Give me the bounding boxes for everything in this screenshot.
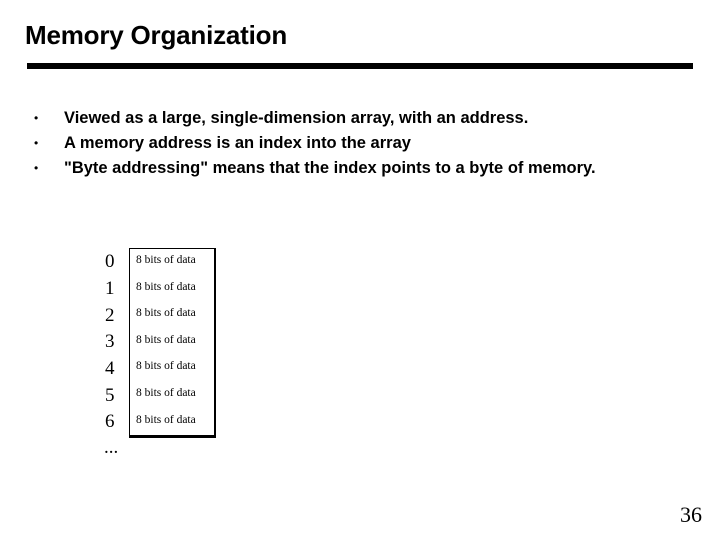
slide-title: Memory Organization — [25, 20, 288, 50]
memory-cell: 8 bits of data — [136, 413, 196, 426]
memory-cell: 8 bits of data — [136, 333, 196, 346]
memory-cell: 8 bits of data — [136, 307, 196, 320]
bullet-marker: • — [34, 161, 39, 175]
bullet-text: A memory address is an index into the array — [64, 134, 411, 152]
memory-ellipsis: ... — [104, 437, 119, 458]
memory-address: 2 — [105, 305, 115, 326]
page-number: 36 — [680, 502, 702, 527]
memory-cells — [129, 248, 216, 438]
memory-address: 6 — [105, 411, 115, 432]
memory-address: 1 — [105, 278, 115, 299]
bullet-marker: • — [34, 136, 39, 150]
memory-address: 0 — [105, 251, 115, 272]
title-underline — [27, 63, 693, 69]
memory-address: 5 — [105, 385, 115, 406]
memory-cell: 8 bits of data — [136, 254, 196, 266]
bullet-marker: • — [34, 111, 39, 125]
bullet-text: Viewed as a large, single-dimension array, with an address. — [64, 109, 529, 127]
memory-address: 4 — [105, 358, 115, 379]
memory-cell: 8 bits of data — [136, 386, 196, 399]
bullet-text: "Byte addressing" means that the index points to a byte of memory. — [64, 159, 596, 177]
memory-cell: 8 bits of data — [136, 360, 196, 373]
memory-cell: 8 bits of data — [136, 280, 196, 293]
memory-address: 3 — [105, 331, 115, 352]
